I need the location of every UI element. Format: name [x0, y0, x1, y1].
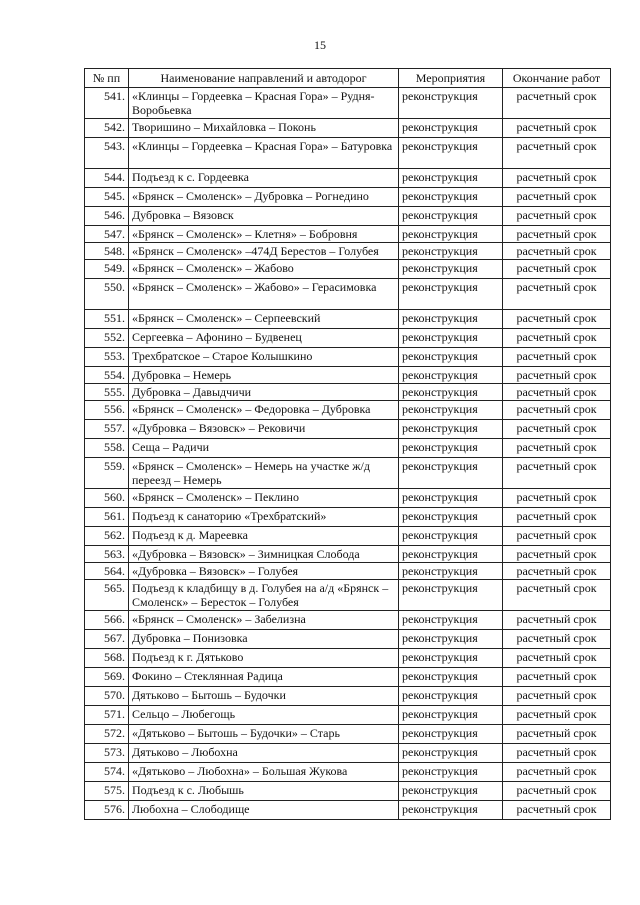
row-action: реконструкция [399, 226, 503, 243]
row-number: 561. [85, 508, 129, 527]
row-end: расчетный срок [503, 801, 611, 820]
table-row [85, 563, 611, 580]
table-row [85, 260, 611, 279]
row-action: реконструкция [399, 580, 503, 611]
table-row [85, 527, 611, 546]
row-end: расчетный срок [503, 744, 611, 763]
row-end: расчетный срок [503, 458, 611, 489]
table-row [85, 782, 611, 801]
row-end: расчетный срок [503, 782, 611, 801]
table-row [85, 401, 611, 420]
road-name: Подъезд к с. Гордеевка [129, 169, 399, 188]
table-row [85, 744, 611, 763]
table-row [85, 226, 611, 243]
road-name: «Брянск – Смоленск» – Клетня» – Бобровня [129, 226, 399, 243]
row-end: расчетный срок [503, 401, 611, 420]
table-row [85, 687, 611, 706]
row-end: расчетный срок [503, 138, 611, 169]
row-end: расчетный срок [503, 527, 611, 546]
row-end: расчетный срок [503, 169, 611, 188]
row-action: реконструкция [399, 649, 503, 668]
road-name: «Дубровка – Вязовск» – Рековичи [129, 420, 399, 439]
row-number: 545. [85, 188, 129, 207]
page-number: 15 [314, 38, 326, 52]
road-name: Дятьково – Любохна [129, 744, 399, 763]
row-action: реконструкция [399, 458, 503, 489]
table-row [85, 310, 611, 329]
table-row [85, 367, 611, 384]
row-end: расчетный срок [503, 310, 611, 329]
row-number: 552. [85, 329, 129, 348]
road-name: Сельцо – Любегощь [129, 706, 399, 725]
row-action: реконструкция [399, 668, 503, 687]
row-number: 550. [85, 279, 129, 310]
table-row [85, 801, 611, 820]
row-action: реконструкция [399, 310, 503, 329]
road-name: Любохна – Слободище [129, 801, 399, 820]
row-end: расчетный срок [503, 207, 611, 226]
row-number: 553. [85, 348, 129, 367]
header-action: Мероприятия [399, 69, 503, 88]
road-name: «Брянск – Смоленск» – Немерь на участке ж/д переезд – Немерь [129, 458, 399, 489]
row-number: 566. [85, 611, 129, 630]
table-row [85, 706, 611, 725]
table-row [85, 138, 611, 169]
road-name: Подъезд к г. Дятьково [129, 649, 399, 668]
row-number: 551. [85, 310, 129, 329]
table-row [85, 649, 611, 668]
row-end: расчетный срок [503, 439, 611, 458]
row-end: расчетный срок [503, 367, 611, 384]
row-number: 571. [85, 706, 129, 725]
table-row [85, 279, 611, 310]
row-action: реконструкция [399, 527, 503, 546]
row-end: расчетный срок [503, 384, 611, 401]
row-end: расчетный срок [503, 119, 611, 138]
row-action: реконструкция [399, 439, 503, 458]
row-action: реконструкция [399, 207, 503, 226]
road-name: Дятьково – Бытошь – Будочки [129, 687, 399, 706]
row-action: реконструкция [399, 260, 503, 279]
row-number: 570. [85, 687, 129, 706]
table-row [85, 668, 611, 687]
table-row [85, 88, 611, 119]
table-row [85, 243, 611, 260]
row-number: 555. [85, 384, 129, 401]
row-end: расчетный срок [503, 348, 611, 367]
row-number: 542. [85, 119, 129, 138]
row-end: расчетный срок [503, 188, 611, 207]
row-action: реконструкция [399, 744, 503, 763]
row-number: 549. [85, 260, 129, 279]
row-action: реконструкция [399, 489, 503, 508]
road-name: Сергеевка – Афонино – Будвенец [129, 329, 399, 348]
table-row [85, 329, 611, 348]
table-row [85, 630, 611, 649]
row-action: реконструкция [399, 508, 503, 527]
row-number: 556. [85, 401, 129, 420]
header-name: Наименование направлений и автодорог [129, 69, 399, 88]
row-end: расчетный срок [503, 88, 611, 119]
row-end: расчетный срок [503, 243, 611, 260]
row-end: расчетный срок [503, 725, 611, 744]
row-action: реконструкция [399, 279, 503, 310]
row-action: реконструкция [399, 367, 503, 384]
row-number: 560. [85, 489, 129, 508]
table-row [85, 119, 611, 138]
row-action: реконструкция [399, 763, 503, 782]
table-row [85, 580, 611, 611]
row-number: 568. [85, 649, 129, 668]
row-end: расчетный срок [503, 630, 611, 649]
row-action: реконструкция [399, 243, 503, 260]
road-name: «Дубровка – Вязовск» – Голубея [129, 563, 399, 580]
row-end: расчетный срок [503, 546, 611, 563]
road-name: Дубровка – Давыдчичи [129, 384, 399, 401]
row-number: 575. [85, 782, 129, 801]
row-action: реконструкция [399, 782, 503, 801]
road-name: Трехбратское – Старое Колышкино [129, 348, 399, 367]
road-name: «Дятьково – Любохна» – Большая Жукова [129, 763, 399, 782]
road-name: «Брянск – Смоленск» – Забелизна [129, 611, 399, 630]
table-row [85, 439, 611, 458]
row-action: реконструкция [399, 420, 503, 439]
row-number: 546. [85, 207, 129, 226]
row-end: расчетный срок [503, 226, 611, 243]
row-end: расчетный срок [503, 563, 611, 580]
road-name: «Брянск – Смоленск» – Серпеевский [129, 310, 399, 329]
road-name: «Брянск – Смоленск» – Пеклино [129, 489, 399, 508]
row-action: реконструкция [399, 563, 503, 580]
row-number: 544. [85, 169, 129, 188]
road-name: Дубровка – Понизовка [129, 630, 399, 649]
table-row [85, 169, 611, 188]
row-number: 559. [85, 458, 129, 489]
roads-table [84, 68, 611, 820]
table-row [85, 188, 611, 207]
row-action: реконструкция [399, 169, 503, 188]
table-body [85, 88, 611, 820]
road-name: «Брянск – Смоленск» – Жабово» – Герасимовка [129, 279, 399, 310]
row-end: расчетный срок [503, 279, 611, 310]
road-name: «Брянск – Смоленск» –474Д Берестов – Голубея [129, 243, 399, 260]
row-action: реконструкция [399, 687, 503, 706]
header-end: Окончание работ [503, 69, 611, 88]
row-number: 567. [85, 630, 129, 649]
row-action: реконструкция [399, 706, 503, 725]
row-number: 557. [85, 420, 129, 439]
road-name: «Клинцы – Гордеевка – Красная Гора» – Батуровка [129, 138, 399, 169]
road-name: Дубровка – Немерь [129, 367, 399, 384]
road-name: Подъезд к с. Любышь [129, 782, 399, 801]
road-name: «Брянск – Смоленск» – Дубровка – Рогнедино [129, 188, 399, 207]
row-end: расчетный срок [503, 649, 611, 668]
row-end: расчетный срок [503, 420, 611, 439]
table-header-row [85, 69, 611, 88]
row-end: расчетный срок [503, 668, 611, 687]
row-action: реконструкция [399, 401, 503, 420]
header-number: № пп [85, 69, 129, 88]
road-name: «Брянск – Смоленск» – Федоровка – Дубровка [129, 401, 399, 420]
row-number: 541. [85, 88, 129, 119]
row-action: реконструкция [399, 630, 503, 649]
row-number: 543. [85, 138, 129, 169]
row-action: реконструкция [399, 348, 503, 367]
row-end: расчетный срок [503, 763, 611, 782]
row-action: реконструкция [399, 546, 503, 563]
table-row [85, 458, 611, 489]
row-action: реконструкция [399, 88, 503, 119]
road-name: «Клинцы – Гордеевка – Красная Гора» – Рудня-Воробьевка [129, 88, 399, 119]
table-row [85, 725, 611, 744]
road-name: Подъезд к д. Мареевка [129, 527, 399, 546]
row-number: 576. [85, 801, 129, 820]
row-action: реконструкция [399, 611, 503, 630]
row-action: реконструкция [399, 138, 503, 169]
row-number: 569. [85, 668, 129, 687]
row-end: расчетный срок [503, 260, 611, 279]
row-end: расчетный срок [503, 489, 611, 508]
table-row [85, 546, 611, 563]
row-action: реконструкция [399, 329, 503, 348]
row-number: 565. [85, 580, 129, 611]
row-action: реконструкция [399, 801, 503, 820]
road-name: Творишино – Михайловка – Поконь [129, 119, 399, 138]
row-number: 547. [85, 226, 129, 243]
road-name: Фокино – Стеклянная Радица [129, 668, 399, 687]
row-end: расчетный срок [503, 580, 611, 611]
road-name: «Дятьково – Бытошь – Будочки» – Старь [129, 725, 399, 744]
row-number: 573. [85, 744, 129, 763]
row-end: расчетный срок [503, 508, 611, 527]
row-end: расчетный срок [503, 329, 611, 348]
row-number: 574. [85, 763, 129, 782]
row-action: реконструкция [399, 119, 503, 138]
table-row [85, 420, 611, 439]
road-name: Подъезд к санаторию «Трехбратский» [129, 508, 399, 527]
table-row [85, 207, 611, 226]
table-row [85, 489, 611, 508]
road-name: Дубровка – Вязовск [129, 207, 399, 226]
row-action: реконструкция [399, 384, 503, 401]
row-end: расчетный срок [503, 706, 611, 725]
table-row [85, 348, 611, 367]
row-number: 563. [85, 546, 129, 563]
row-action: реконструкция [399, 188, 503, 207]
road-name: Сеща – Радичи [129, 439, 399, 458]
row-end: расчетный срок [503, 611, 611, 630]
row-number: 572. [85, 725, 129, 744]
row-number: 564. [85, 563, 129, 580]
table-row [85, 611, 611, 630]
road-name: «Брянск – Смоленск» – Жабово [129, 260, 399, 279]
row-action: реконструкция [399, 725, 503, 744]
row-number: 548. [85, 243, 129, 260]
road-name: «Дубровка – Вязовск» – Зимницкая Слобода [129, 546, 399, 563]
road-name: Подъезд к кладбищу в д. Голубея на а/д «Брянск – Смоленск» – Бересток – Голубея [129, 580, 399, 611]
table-row [85, 763, 611, 782]
row-number: 554. [85, 367, 129, 384]
row-end: расчетный срок [503, 687, 611, 706]
row-number: 562. [85, 527, 129, 546]
row-number: 558. [85, 439, 129, 458]
table-row [85, 508, 611, 527]
table-row [85, 384, 611, 401]
